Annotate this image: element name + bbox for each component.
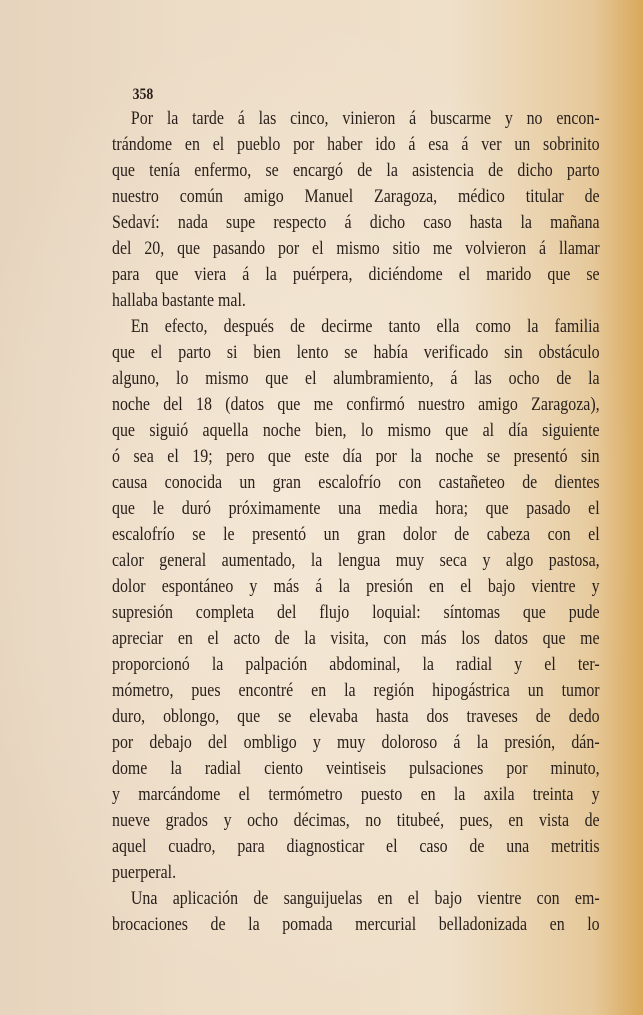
text-line: nuestro común amigo Manuel Zaragoza, médico titular de xyxy=(112,187,600,207)
text-line: calor general aumentado, la lengua muy seca y algo pastosa, xyxy=(112,551,600,571)
paragraph-3 xyxy=(112,886,600,938)
text-line: dome la radial ciento veintiseis pulsaciones por minuto, xyxy=(112,759,600,779)
text-line: que tenía enfermo, se encargó de la asistencia de dicho parto xyxy=(112,161,600,181)
paragraph-2 xyxy=(112,314,600,886)
text-line: nueve grados y ocho décimas, no titubeé, pues, en vista de xyxy=(112,811,600,831)
text-line: supresión completa del flujo loquial: síntomas que pude xyxy=(112,603,600,623)
text-line: que le duró próximamente una media hora; que pasado el xyxy=(112,499,600,519)
text-line: escalofrío se le presentó un gran dolor de cabeza con el xyxy=(112,525,600,545)
text-line: Por la tarde á las cinco, vinieron á buscarme y no encon- xyxy=(130,109,600,129)
text-line: brocaciones de la pomada mercurial belladonizada en lo xyxy=(112,915,600,935)
page-number: 358 xyxy=(132,86,154,103)
text-line: que el parto si bien lento se había verificado sin obstáculo xyxy=(112,343,600,363)
text-line: causa conocida un gran escalofrío con castañeteo de dientes xyxy=(112,473,600,493)
text-line: noche del 18 (datos que me confirmó nuestro amigo Zaragoza), xyxy=(112,395,600,415)
text-line: mómetro, pues encontré en la región hipogástrica un tumor xyxy=(112,681,600,701)
text-line: aquel cuadro, para diagnosticar el caso de una metritis xyxy=(112,837,600,857)
text-line: para que viera á la puérpera, diciéndome el marido que se xyxy=(112,265,600,285)
text-line: apreciar en el acto de la visita, con más los datos que me xyxy=(112,629,600,649)
text-line: puerperal. xyxy=(112,863,177,883)
text-line: Una aplicación de sanguijuelas en el bajo vientre con em- xyxy=(130,889,600,909)
text-line: hallaba bastante mal. xyxy=(112,291,246,311)
text-line: trándome en el pueblo por haber ido á esa á ver un sobrinito xyxy=(112,135,600,155)
text-line: ó sea el 19; pero que este día por la noche se presentó sin xyxy=(112,447,600,467)
text-line: alguno, lo mismo que el alumbramiento, á las ocho de la xyxy=(112,369,600,389)
text-line: y marcándome el termómetro puesto en la axila treinta y xyxy=(112,785,600,805)
text-line: dolor espontáneo y más á la presión en el bajo vientre y xyxy=(112,577,600,597)
paragraph-1 xyxy=(112,106,600,314)
text-line: del 20, que pasando por el mismo sitio me volvieron á llamar xyxy=(112,239,600,259)
text-line: por debajo del ombligo y muy doloroso á la presión, dán- xyxy=(112,733,600,753)
text-line: duro, oblongo, que se elevaba hasta dos traveses de dedo xyxy=(112,707,600,727)
text-line: que siguió aquella noche bien, lo mismo que al día siguiente xyxy=(112,421,600,441)
text-line: Sedaví: nada supe respecto á dicho caso hasta la mañana xyxy=(112,213,600,233)
text-line: En efecto, después de decirme tanto ella como la familia xyxy=(130,317,600,337)
text-line: proporcionó la palpación abdominal, la radial y el ter- xyxy=(112,655,600,675)
page-text xyxy=(112,84,600,938)
